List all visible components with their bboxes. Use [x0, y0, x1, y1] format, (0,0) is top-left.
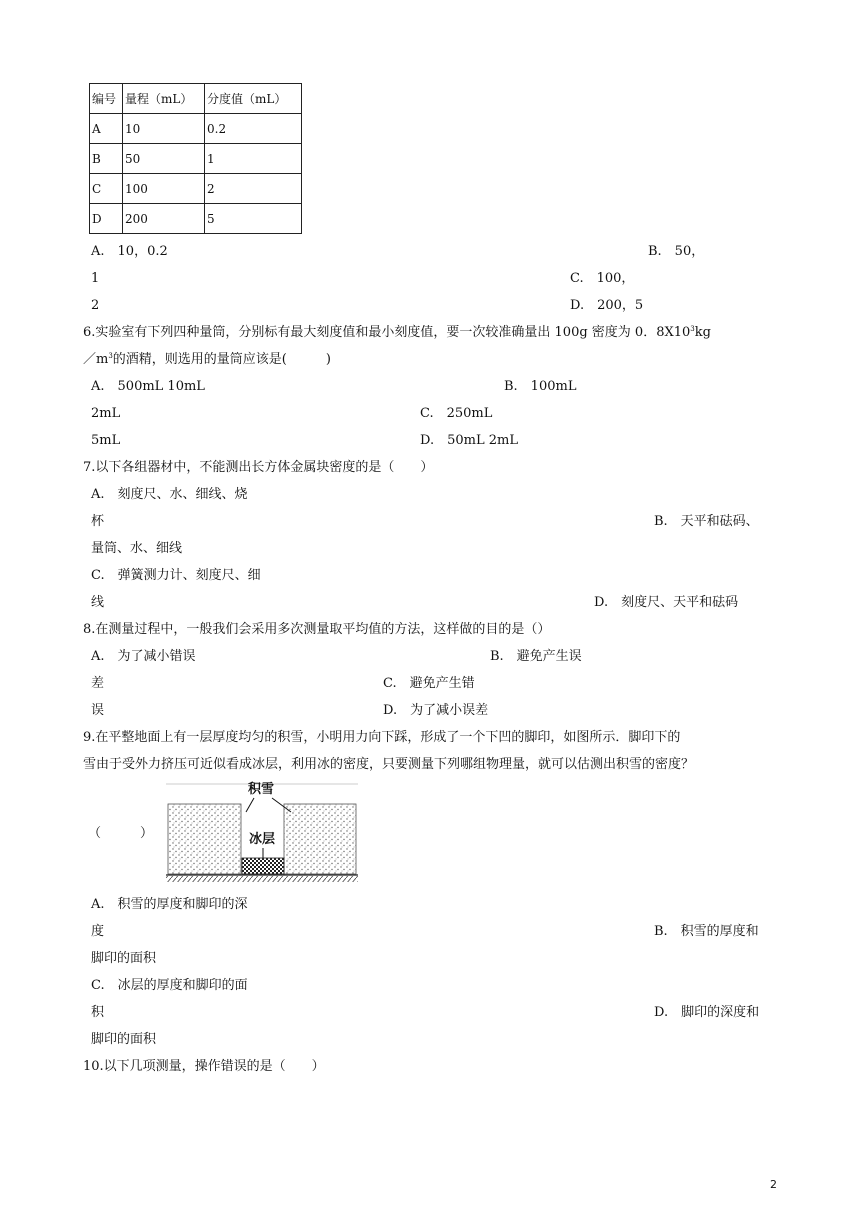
table-cell: A: [90, 114, 123, 144]
q5-option-b: B. 50，: [648, 244, 705, 259]
q7-option-d: D. 刻度尺、天平和砝码: [594, 595, 739, 610]
table-cell: 50: [123, 144, 205, 174]
q8-option-b-cont: 差: [91, 676, 105, 691]
snow-layer-right: [284, 804, 356, 874]
q7-stem: 7.以下各组器材中，不能测出长方体金属块密度的是（ ）: [83, 460, 434, 475]
page-number: 2: [770, 1178, 777, 1191]
table-row: [90, 174, 302, 204]
table-cell: 1: [205, 144, 302, 174]
q5-option-b-cont: 1: [91, 271, 100, 286]
q7-option-a-cont: 杯: [91, 514, 105, 529]
q6-stem-line1: 6.实验室有下列四种量筒，分别标有最大刻度值和最小刻度值，要一次较准确量出 100g 密度为 0．$8X10^3kg$: [83, 325, 711, 340]
table-cell: 2: [205, 174, 302, 204]
q6-option-c: C. 250mL: [420, 406, 493, 421]
q7-option-b-cont: 量筒、水、细线: [91, 541, 183, 556]
table-row: [90, 144, 302, 174]
q9-option-a: A. 积雪的厚度和脚印的深: [91, 897, 248, 912]
table-cell: D: [90, 204, 123, 234]
q9-option-b-cont: 脚印的面积: [91, 951, 157, 966]
q9-option-c-cont: 积: [91, 1005, 105, 1020]
figure-label-snow: 积雪: [248, 782, 275, 797]
q9-option-a-cont: 度: [91, 924, 105, 939]
table-header-cell: 编号: [90, 84, 123, 114]
q7-option-c: C. 弹簧测力计、刻度尺、细: [91, 568, 261, 583]
q9-option-d: D. 脚印的深度和: [654, 1005, 760, 1020]
q6-option-b-cont: 2mL: [91, 406, 121, 421]
table-cell: 100: [123, 174, 205, 204]
q6-stem-line2: $/m^3$的酒精，则选用的量筒应该是( ): [83, 352, 331, 367]
table-row: [90, 204, 302, 234]
q5-option-c: C. 100，: [570, 271, 635, 286]
q10-stem: 10.以下几项测量，操作错误的是（ ）: [83, 1059, 325, 1074]
table-cell: B: [90, 144, 123, 174]
table-cell: 200: [123, 204, 205, 234]
q8-option-a: A. 为了减小错误: [91, 649, 196, 664]
q8-option-d: D. 为了减小误差: [383, 703, 489, 718]
q7-option-c-cont: 线: [91, 595, 105, 610]
q5-option-d: D. 200，5: [570, 298, 644, 313]
q6-option-b: B. 100mL: [504, 379, 577, 394]
table-row: [90, 114, 302, 144]
q9-stem-line1: 9.在平整地面上有一层厚度均匀的积雪，小明用力向下踩，形成了一个下凹的脚印，如图所示．脚印下的: [83, 730, 681, 745]
table-cell: C: [90, 174, 123, 204]
q9-option-b: B. 积雪的厚度和: [654, 924, 759, 939]
range-table: [89, 83, 302, 234]
q8-option-b: B. 避免产生误: [490, 649, 582, 664]
ice-layer: [242, 858, 284, 874]
q6-option-d: D. 50mL 2mL: [420, 433, 518, 448]
q9-answer-paren: （ ）: [88, 826, 154, 841]
q8-option-c: C. 避免产生错: [383, 676, 475, 691]
q9-stem-line2: 雪由于受外力挤压可近似看成冰层，利用冰的密度，只要测量下列哪组物理量，就可以估测出积雪的密度？: [83, 757, 695, 772]
q7-option-b: B. 天平和砝码、: [654, 514, 759, 529]
table-cell: 10: [123, 114, 205, 144]
table-cell: 5: [205, 204, 302, 234]
snow-layer-left: [168, 804, 241, 874]
q7-option-a: A. 刻度尺、水、细线、烧: [91, 487, 248, 502]
figure-label-ice: 冰层: [249, 832, 276, 847]
q5-option-c-cont: 2: [91, 298, 100, 313]
table-header-row: [90, 84, 302, 114]
q9-option-c: C. 冰层的厚度和脚印的面: [91, 978, 248, 993]
table-header-cell: 量程（mL）: [123, 84, 205, 114]
q8-stem: 8.在测量过程中，一般我们会采用多次测量取平均值的方法，这样做的目的是（）: [83, 622, 551, 637]
table-header-cell: 分度值（mL）: [205, 84, 302, 114]
ground-hatch: [166, 876, 358, 882]
q6-option-a: A. 500mL 10mL: [91, 379, 205, 394]
q6-option-c-cont: 5mL: [91, 433, 121, 448]
snow-label-leader-left: [246, 798, 254, 812]
q5-option-a: A. 10，0.2: [91, 244, 168, 259]
q9-option-d-cont: 脚印的面积: [91, 1032, 157, 1047]
q8-option-c-cont: 误: [91, 703, 105, 718]
table-cell: 0.2: [205, 114, 302, 144]
